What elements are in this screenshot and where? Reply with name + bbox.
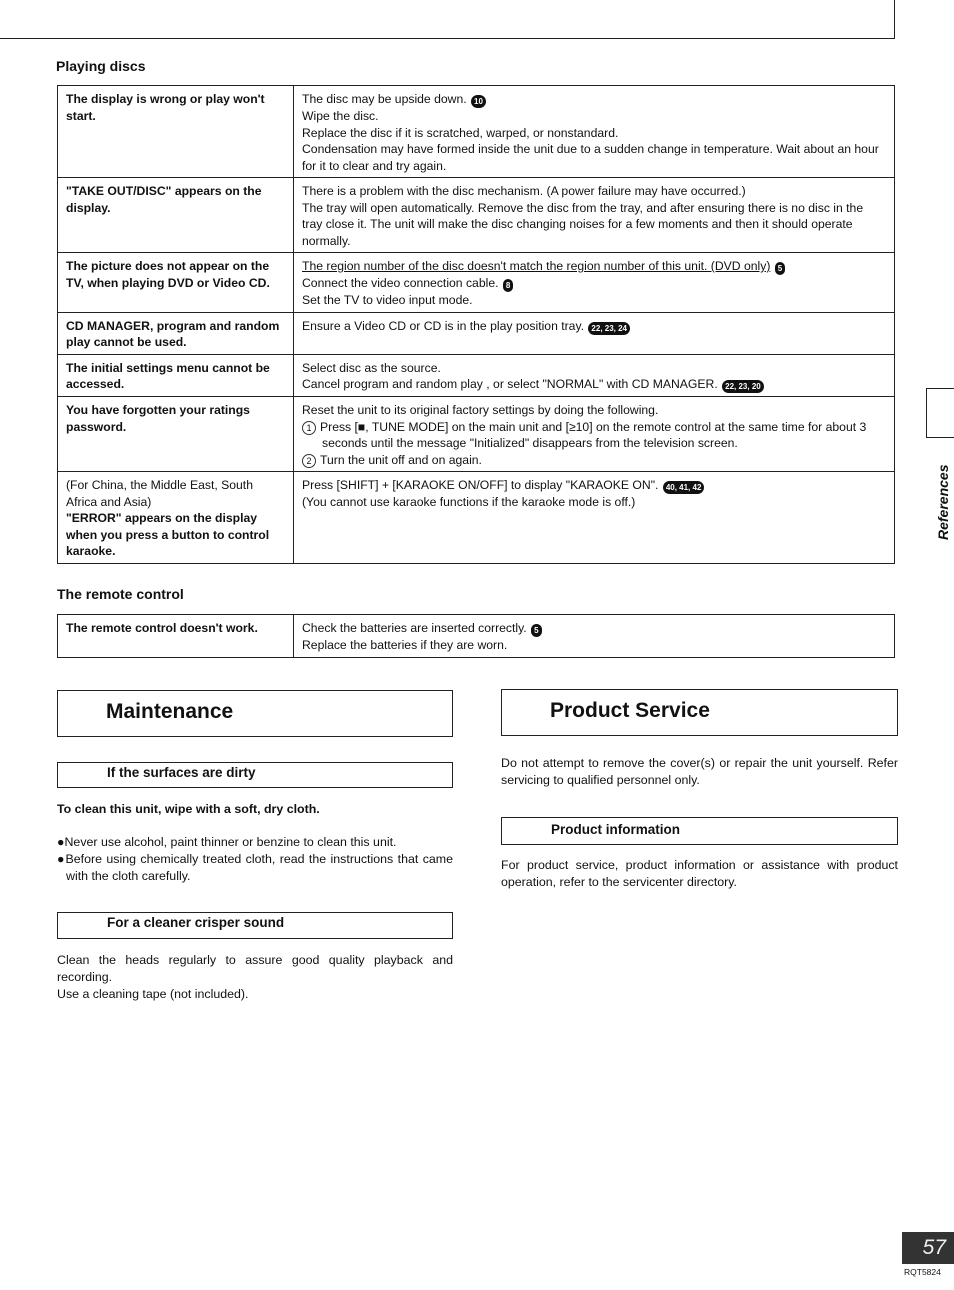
- page-ref-badge: 22, 23, 20: [722, 380, 764, 393]
- header-rule: [0, 38, 895, 39]
- symptom-text: "TAKE OUT/DISC" appears on the display.: [66, 184, 262, 215]
- remedy-line: [302, 200, 886, 250]
- bullet-item: ●Before using chemically treated cloth, read the instructions that came with the cloth carefully.: [57, 851, 453, 883]
- remedy-line: [302, 292, 886, 309]
- step-number: 2: [302, 454, 316, 468]
- table-row: [58, 472, 895, 564]
- remedy-text: Wipe the disc.: [302, 109, 379, 123]
- product-service-title: Product Service: [550, 699, 710, 722]
- maintenance-heading-box: [57, 690, 453, 737]
- remedy-text: Check the batteries are inserted correctly.: [302, 621, 527, 635]
- header-rule-vertical: [894, 0, 895, 39]
- remedy-text: Replace the disc if it is scratched, warped, or nonstandard.: [302, 125, 619, 140]
- page-number: 57: [902, 1232, 954, 1264]
- remedy-line: [302, 360, 886, 377]
- page-ref-badge: 5: [531, 624, 541, 637]
- remedy-text: The disc may be upside down.: [302, 92, 467, 106]
- remedy-cell: [294, 397, 895, 472]
- remedy-text: Press [SHIFT] + [KARAOKE ON/OFF] to display "KARAOKE ON".: [302, 478, 659, 492]
- remedy-line: [302, 620, 886, 637]
- sound-text: [57, 952, 453, 1002]
- surfaces-heading-box: [57, 762, 453, 788]
- remedy-text: Press [■, TUNE MODE] on the main unit and [≥10] on the remote control at the same time for about 3 seconds until the message "Initialized" disappears from the television screen.: [320, 419, 867, 450]
- symptom-cell: [58, 253, 294, 313]
- remedy-text: Cancel program and random play , or select "NORMAL" with CD MANAGER.: [302, 377, 718, 391]
- remedy-line: [302, 183, 886, 200]
- remedy-cell: [294, 86, 895, 178]
- remedy-text: The region number of the disc doesn't match the region number of this unit. (DVD only): [302, 259, 771, 273]
- remedy-line: [302, 318, 886, 335]
- symptom-cell: [58, 178, 294, 253]
- symptom-note: (For China, the Middle East, South Africa and Asia): [66, 478, 253, 509]
- symptom-cell: [58, 354, 294, 397]
- product-info-text: For product service, product information or assistance with product operation, refer to the servicenter directory.: [501, 858, 898, 889]
- section-title-playing-discs: Playing discs: [56, 58, 146, 74]
- maintenance-bullets: [57, 834, 453, 884]
- sound-heading-box: [57, 912, 453, 939]
- remedy-text: Turn the unit off and on again.: [320, 452, 482, 467]
- remedy-line: [302, 125, 886, 142]
- service-text: Do not attempt to remove the cover(s) or repair the unit yourself. Refer servicing to qualified personnel only.: [501, 756, 898, 787]
- symptom-text: The picture does not appear on the TV, when playing DVD or Video CD.: [66, 259, 270, 290]
- remedy-text: Reset the unit to its original factory settings by doing the following.: [302, 403, 659, 417]
- remedy-cell: [294, 472, 895, 564]
- remedy-line: [302, 141, 886, 174]
- page-ref-badge: 40, 41, 42: [663, 481, 705, 494]
- surfaces-title: If the surfaces are dirty: [107, 765, 256, 780]
- remedy-line: [302, 452, 886, 469]
- section-title-remote-control: The remote control: [57, 586, 184, 602]
- remedy-text: Select disc as the source.: [302, 360, 441, 375]
- remedy-line: [302, 275, 886, 292]
- remedy-text: There is a problem with the disc mechanism. (A power failure may have occurred.): [302, 184, 746, 198]
- remedy-text: Condensation may have formed inside the unit due to a sudden change in temperature. Wait about an hour for it to clear and try again.: [302, 142, 879, 173]
- symptom-text: The initial settings menu cannot be accessed.: [66, 360, 270, 391]
- remedy-cell: [294, 615, 895, 658]
- product-info-title: Product information: [551, 822, 680, 837]
- symptom-cell: [58, 312, 294, 354]
- symptom-text: You have forgotten your ratings password.: [66, 403, 250, 434]
- step-number: 1: [302, 421, 316, 435]
- page-ref-badge: 10: [471, 95, 486, 108]
- product-info-heading-box: [501, 817, 898, 845]
- remedy-line: [302, 477, 886, 494]
- product-service-heading-box: [501, 689, 898, 736]
- remedy-line: [302, 258, 886, 275]
- table-row: [58, 253, 895, 313]
- remedy-line: [302, 376, 886, 393]
- side-tab-box: [926, 388, 954, 438]
- remedy-cell: [294, 178, 895, 253]
- symptom-text: "ERROR" appears on the display when you press a button to control karaoke.: [66, 511, 270, 558]
- clean-lead: [57, 801, 453, 818]
- symptom-text: The display is wrong or play won't start.: [66, 92, 265, 123]
- page-ref-badge: 22, 23, 24: [588, 322, 630, 335]
- remedy-line: [302, 637, 886, 654]
- table-row: [58, 86, 895, 178]
- symptom-cell: [58, 86, 294, 178]
- symptom-cell: [58, 472, 294, 564]
- remedy-line: [302, 91, 886, 108]
- remedy-text: Set the TV to video input mode.: [302, 293, 473, 307]
- sound-text-2: Use a cleaning tape (not included).: [57, 986, 249, 1001]
- remedy-text: (You cannot use karaoke functions if the karaoke mode is off.): [302, 495, 636, 509]
- remedy-text: Connect the video connection cable.: [302, 276, 499, 290]
- remedy-line: [302, 402, 886, 419]
- remedy-cell: [294, 354, 895, 397]
- symptom-cell: [58, 397, 294, 472]
- remedy-line: [302, 108, 886, 125]
- remedy-line: [302, 419, 886, 452]
- table-row: [58, 354, 895, 397]
- remedy-text: Replace the batteries if they are worn.: [302, 638, 508, 652]
- maintenance-title: Maintenance: [106, 700, 234, 723]
- remedy-cell: [294, 253, 895, 313]
- table-row: [58, 615, 895, 658]
- sound-text-1: Clean the heads regularly to assure good quality playback and recording.: [57, 953, 453, 984]
- document-code: RQT5824: [904, 1267, 941, 1277]
- table-row: [58, 178, 895, 253]
- table-row: [58, 312, 895, 354]
- remedy-text: Ensure a Video CD or CD is in the play position tray.: [302, 318, 585, 333]
- page-ref-badge: 8: [503, 279, 513, 292]
- clean-lead-text: To clean this unit, wipe with a soft, dry cloth.: [57, 802, 320, 816]
- page-ref-badge: 5: [775, 262, 785, 275]
- symptom-text: CD MANAGER, program and random play cannot be used.: [66, 318, 280, 349]
- side-tab-label: References: [935, 464, 951, 540]
- table-row: [58, 397, 895, 472]
- symptom-text: The remote control doesn't work.: [66, 621, 258, 635]
- sound-title: For a cleaner crisper sound: [107, 915, 285, 930]
- symptom-cell: [58, 615, 294, 658]
- bullet-item: ●Never use alcohol, paint thinner or benzine to clean this unit.: [57, 835, 397, 849]
- remedy-text: The tray will open automatically. Remove the disc from the tray, and after ensuring there is no disc in the tray close it. The unit will make the disc changing noises for a few moments and then it should operate normally.: [302, 200, 864, 248]
- remedy-line: [302, 494, 886, 511]
- playing-discs-table: [57, 85, 895, 564]
- remedy-cell: [294, 312, 895, 354]
- remote-control-table: [57, 614, 895, 658]
